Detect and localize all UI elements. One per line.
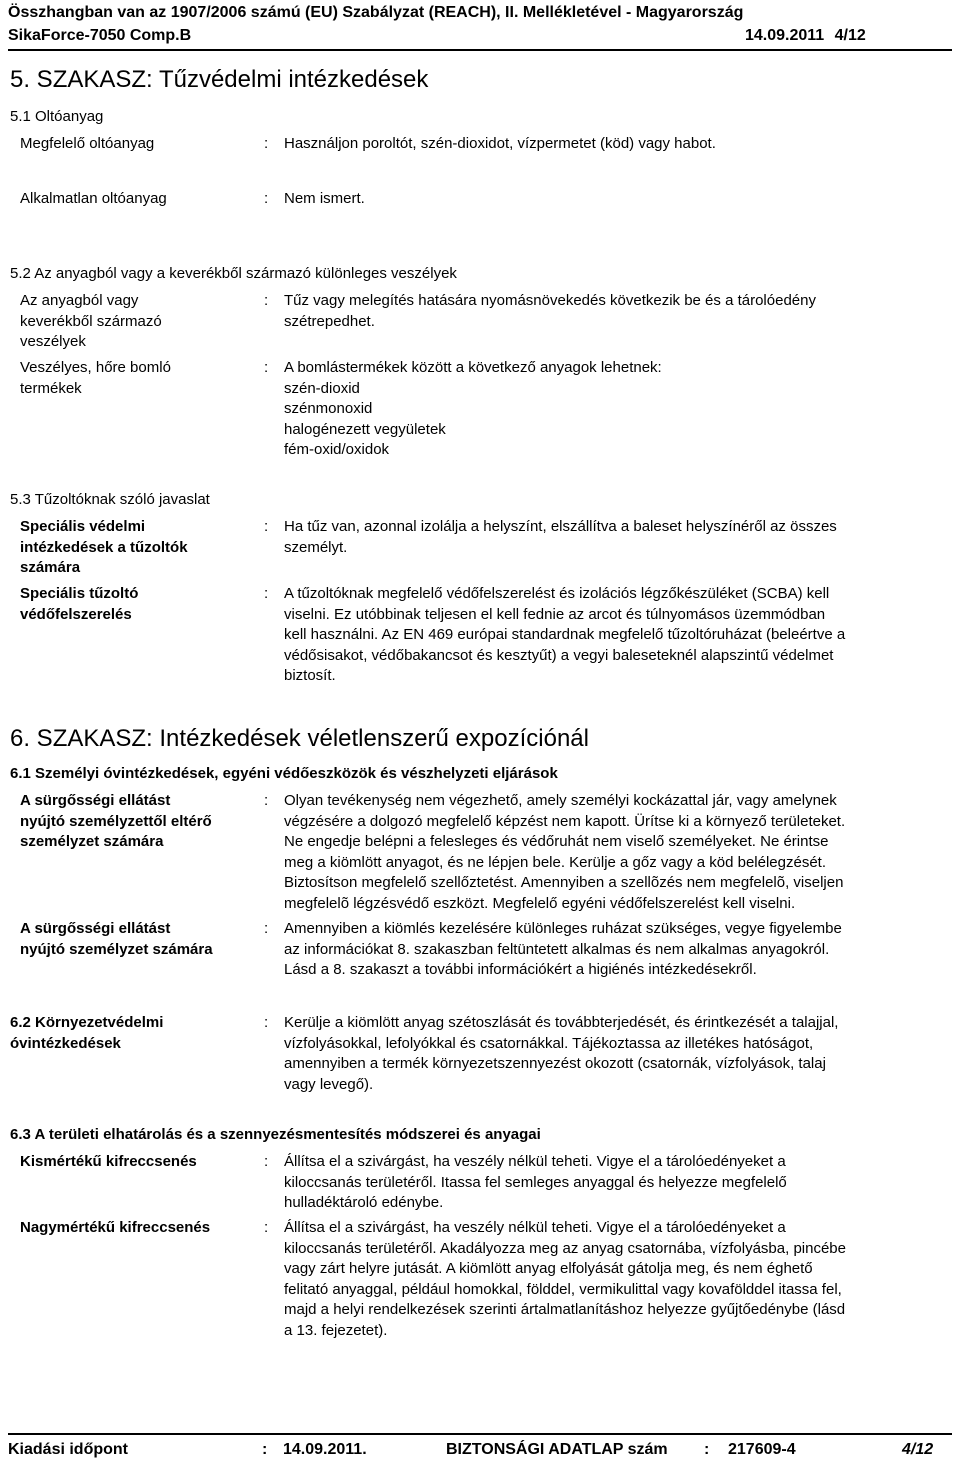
environmental-precautions-label — [10, 1013, 245, 1054]
colon: : — [264, 292, 269, 309]
product-name: SikaForce-7050 Comp.B — [8, 27, 192, 44]
label-line: termékek — [20, 379, 82, 397]
label-line: Speciális védelmi — [20, 518, 146, 535]
value-line: A bomlástermékek között a következő anyagok lehetnek: — [284, 359, 662, 376]
sds-number-label: BIZTONSÁGI ADATLAP szám — [446, 1441, 668, 1458]
label-line: veszélyek — [20, 333, 86, 350]
emergency-responders-label — [20, 919, 255, 960]
label-line: nyújtó személyzettől eltérő — [20, 812, 212, 830]
value-line: védősisakot, védőbakancsot és kesztyűt) a vegyi baleseteknél alapszintű védelmet — [284, 646, 834, 664]
subsection-5-1-heading: 5.1 Oltóanyag — [10, 108, 104, 125]
section-5-title: 5. SZAKASZ: Tűzvédelmi intézkedések — [10, 66, 429, 93]
unsuitable-media-value: Nem ismert. — [284, 190, 365, 207]
small-spill-label: Kismértékű kifreccsenés — [20, 1153, 197, 1170]
value-line: amennyiben a termék környezetszennyezést okozott (csatornák, vízfolyások, talaj — [284, 1055, 826, 1072]
protective-equipment-label — [20, 584, 255, 625]
value-line: a 13. fejezetet). — [284, 1321, 388, 1339]
value-line: hulladéktároló edénybe. — [284, 1194, 444, 1211]
value-line: szén-dioxid — [284, 379, 360, 397]
suitable-media-value: Használjon poroltót, szén-dioxidot, vízpermetet (köd) vagy habot. — [284, 135, 716, 152]
label-line: számára — [20, 559, 81, 576]
value-line: vagy levegő). — [284, 1075, 374, 1093]
label-line: Veszélyes, hőre bomló — [20, 359, 171, 376]
value-line: meg a kiömlött anyagot, és ne lépjen bele. Kerülje a gőz vagy a köd belélegzését. — [284, 853, 827, 871]
value-line: Állítsa el a szivárgást, ha veszély nélkül teheti. Vigye el a tárolóedényeket a — [284, 1153, 786, 1170]
value-line: Állítsa el a szivárgást, ha veszély nélkül teheti. Vigye el a tárolóedényeket a — [284, 1219, 786, 1236]
footer-page: 4/12 — [902, 1441, 934, 1458]
label-line: keverékből származó — [20, 312, 162, 330]
label-line: nyújtó személyzet számára — [20, 940, 213, 958]
protective-equipment-value — [284, 584, 956, 687]
subsection-6-3-heading: 6.3 A területi elhatárolás és a szennyezésmentesítés módszerei és anyagai — [10, 1126, 541, 1143]
header-date-page — [745, 27, 866, 45]
document-header-title: Összhangban van az 1907/2006 számú (EU) Szabályzat (REACH), II. Mellékletével - Magyarország — [8, 4, 744, 21]
large-spill-label: Nagymértékű kifreccsenés — [20, 1219, 211, 1236]
value-line: Amennyiben a kiömlés kezelésére különleges ruházat szükséges, vegye figyelembe — [284, 920, 842, 937]
special-measures-label — [20, 517, 255, 579]
colon: : — [264, 190, 269, 207]
unsuitable-media-label: Alkalmatlan oltóanyag — [20, 190, 167, 207]
hazards-label — [20, 291, 255, 353]
environmental-precautions-value — [284, 1013, 956, 1095]
value-line: Olyan tevékenység nem végezhető, amely személyi kockázattal jár, vagy amelynek — [284, 792, 837, 809]
value-line: felitató anyaggal, például homokkal, földdel, vermikulittal vagy kovafölddel itassa fel, — [284, 1280, 842, 1298]
label-line: óvintézkedések — [10, 1034, 121, 1052]
subsection-6-1-heading: 6.1 Személyi óvintézkedések, egyéni védőeszközök és vészhelyzeti eljárások — [10, 765, 558, 782]
value-line: vízfolyásokkal, lefolyókkal és csatornákkal. Tájékoztassa az illetékes hatóságot, — [284, 1034, 814, 1052]
value-line: biztosít. — [284, 667, 336, 684]
label-line: Speciális tűzoltó — [20, 585, 139, 602]
value-line: megfelelõ légzésvédő eszközt. Megfelelő egyéni védőfelszerelést kell viselni. — [284, 894, 796, 912]
value-line: majd a helyi rendelkezések szerinti ártalmatlanításhoz helyezze gyűjtőedénybe (lásd — [284, 1301, 846, 1318]
emergency-responders-value — [284, 919, 956, 981]
issue-date-label: Kiadási időpont — [8, 1441, 128, 1458]
decomposition-label — [20, 358, 255, 399]
value-line: végzésére a dolgozó megfelelő képzést nem kapott. Ürítse ki a környező területeket. — [284, 812, 846, 830]
colon: : — [264, 792, 269, 809]
section-6-title: 6. SZAKASZ: Intézkedések véletlenszerű expozíciónál — [10, 725, 589, 752]
label-line: A sürgősségi ellátást — [20, 920, 171, 937]
label-line: 6.2 Környezetvédelmi — [10, 1014, 164, 1031]
colon: : — [264, 1219, 269, 1236]
value-line: szétrepedhet. — [284, 312, 375, 330]
label-line: védőfelszerelés — [20, 605, 132, 623]
value-line: Lásd a 8. szakaszt a további információkért a higiénés intézkedésekről. — [284, 961, 757, 978]
colon: : — [704, 1441, 710, 1458]
special-measures-value — [284, 517, 956, 558]
colon: : — [264, 359, 269, 376]
small-spill-value — [284, 1152, 956, 1214]
colon: : — [264, 1153, 269, 1170]
value-line: személyt. — [284, 538, 348, 556]
large-spill-value — [284, 1218, 956, 1341]
value-line: halogénezett vegyületek — [284, 420, 446, 438]
value-line: A tűzoltóknak megfelelő védőfelszerelést és izolációs légzőkészüléket (SCBA) kell — [284, 585, 830, 602]
sds-number: 217609-4 — [728, 1441, 796, 1458]
label-line: Az anyagból vagy — [20, 292, 139, 309]
value-line: Tűz vagy melegítés hatására nyomásnövekedés következik be és a tárolóedény — [284, 292, 816, 309]
value-line: szénmonoxid — [284, 400, 373, 417]
value-line: Kerülje a kiömlött anyag szétoszlását és továbbterjedését, és érintkezését a talajjal, — [284, 1014, 839, 1031]
colon: : — [262, 1441, 268, 1458]
colon: : — [264, 1014, 269, 1031]
value-line: Ne engedje belépni a felesleges és védőruhát nem viselő személyeket. Ne érintse — [284, 833, 829, 850]
value-line: kiloccsanás területéről. Akadályozza meg az anyag csatornába, vízfolyásba, pincébe — [284, 1239, 846, 1257]
value-line: Ha tűz van, azonnal izolálja a helyszínt, elszállítva a baleset helyszínéről az összes — [284, 518, 837, 535]
non-emergency-personnel-label — [20, 791, 255, 853]
colon: : — [264, 920, 269, 937]
label-line: A sürgősségi ellátást — [20, 792, 171, 809]
value-line: az információkat 8. szakaszban feltüntetett alkalmas és nem alkalmas anyagokról. — [284, 940, 830, 958]
colon: : — [264, 518, 269, 535]
hazards-value — [284, 291, 956, 332]
header-divider — [8, 49, 952, 51]
subsection-5-3-heading: 5.3 Tűzoltóknak szóló javaslat — [10, 491, 210, 508]
value-line: kiloccsanás területéről. Itassa fel semleges anyaggal és helyezze megfelelő — [284, 1173, 787, 1191]
value-line: vagy zárt helyre jutását. A kiömlött anyag elfolyását gátolja meg, és nem éghető — [284, 1260, 813, 1277]
value-line: kell használni. Az EN 469 európai standardnak megfelelő tűzoltóruházat (beleértve a — [284, 626, 846, 643]
subsection-5-2-heading: 5.2 Az anyagból vagy a keverékből származó különleges veszélyek — [10, 265, 457, 282]
colon: : — [264, 585, 269, 602]
header-page: 4/12 — [834, 27, 866, 44]
issue-date: 14.09.2011. — [283, 1441, 367, 1458]
value-line: Biztosítson megfelelő szellőztetést. Amennyiben a szellõzés nem megfelelõ, viseljen — [284, 874, 844, 891]
label-line: intézkedések a tűzoltók — [20, 538, 188, 556]
suitable-media-label: Megfelelő oltóanyag — [20, 135, 155, 152]
non-emergency-personnel-value — [284, 791, 956, 914]
label-line: személyzet számára — [20, 833, 164, 850]
value-line: viselni. Ez utóbbinak teljesen el kell fednie az arcot és túlnyomásos üzemmódban — [284, 605, 826, 623]
value-line: fém-oxid/oxidok — [284, 441, 390, 458]
decomposition-value — [284, 358, 956, 461]
footer-divider — [8, 1433, 952, 1435]
header-date: 14.09.2011 — [745, 27, 825, 44]
colon: : — [264, 135, 269, 152]
